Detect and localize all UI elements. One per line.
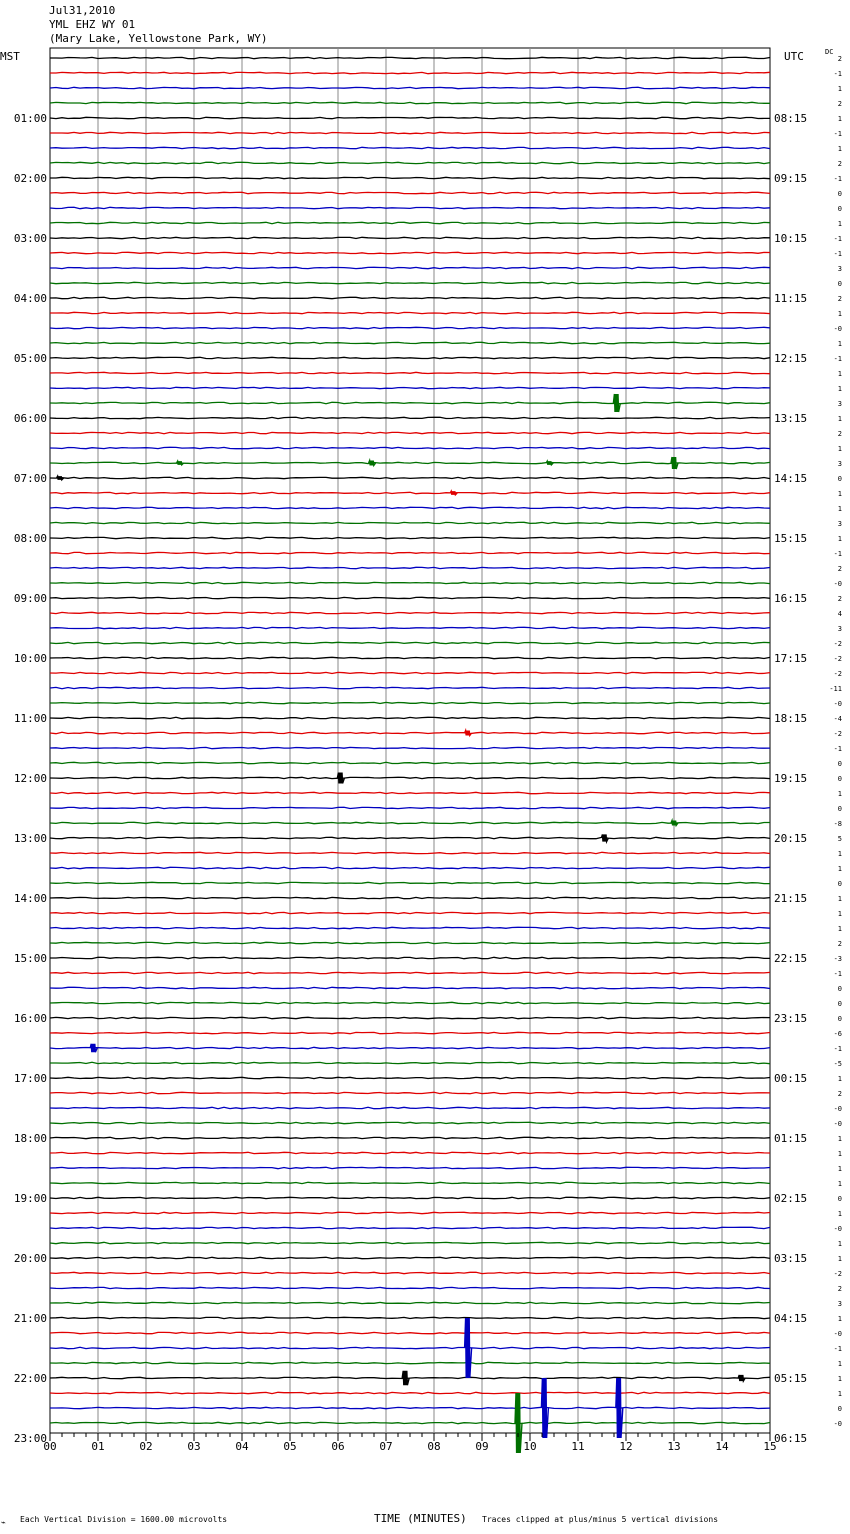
dc-offset-label: 1 (837, 865, 842, 873)
dc-offset-label: 0 (837, 1000, 842, 1008)
right-hour-label: 04:15 (774, 1312, 808, 1325)
right-hour-label: 12:15 (774, 352, 808, 365)
dc-offset-label: 0 (837, 880, 842, 888)
right-hour-label: 00:15 (774, 1072, 808, 1085)
trace-row-58 (50, 927, 770, 928)
trace-row-72 (50, 1137, 770, 1138)
trace-row-39 (50, 642, 770, 643)
dc-offset-label: 1 (837, 85, 842, 93)
trace-row-76 (50, 1197, 770, 1198)
right-hour-label: 14:15 (774, 472, 808, 485)
trace-row-61 (50, 972, 770, 973)
trace-row-50 (50, 807, 770, 808)
left-hour-label: 12:00 (13, 772, 47, 785)
trace-row-83 (50, 1302, 770, 1303)
trace-row-89 (50, 1392, 770, 1393)
right-hour-label: 11:15 (774, 292, 808, 305)
dc-offset-label: 0 (837, 1195, 842, 1203)
left-timezone-label: MST (0, 50, 20, 63)
trace-row-40 (50, 657, 770, 658)
trace-row-24 (50, 417, 770, 418)
dc-offset-label: 0 (837, 760, 842, 768)
dc-offset-label: 1 (837, 1210, 842, 1218)
dc-offset-label: -0 (833, 700, 842, 708)
trace-row-70 (50, 1107, 770, 1108)
trace-row-36 (50, 597, 770, 598)
trace-row-27 (50, 462, 770, 463)
dc-offset-label: -2 (833, 730, 842, 738)
dc-offset-label: 1 (837, 415, 842, 423)
right-timezone-label: UTC (784, 50, 804, 63)
dc-offset-label: 0 (837, 280, 842, 288)
trace-row-51 (50, 822, 770, 823)
x-axis-title: TIME (MINUTES) (374, 1512, 467, 1525)
right-hour-label: 19:15 (774, 772, 808, 785)
dc-offset-label: 1 (837, 370, 842, 378)
trace-row-14 (50, 267, 770, 268)
trace-row-19 (50, 342, 770, 343)
dc-offset-label: 3 (837, 265, 842, 273)
left-hour-label: 08:00 (13, 532, 47, 545)
trace-row-63 (50, 1002, 770, 1003)
trace-row-31 (50, 522, 770, 523)
trace-row-3 (50, 102, 770, 103)
trace-row-20 (50, 357, 770, 358)
dc-offset-label: 2 (837, 100, 842, 108)
left-hour-label: 16:00 (13, 1012, 47, 1025)
trace-row-75 (50, 1182, 770, 1183)
trace-row-59 (50, 942, 770, 943)
right-hour-label: 08:15 (774, 112, 808, 125)
right-hour-label: 02:15 (774, 1192, 808, 1205)
dc-offset-label: 1 (837, 1360, 842, 1368)
left-hour-label: 15:00 (13, 952, 47, 965)
dc-offset-label: 0 (837, 1405, 842, 1413)
trace-row-23 (50, 402, 770, 403)
station-location: (Mary Lake, Yellowstone Park, WY) (49, 32, 268, 45)
dc-offset-label: 1 (837, 145, 842, 153)
left-hour-label: 10:00 (13, 652, 47, 665)
dc-offset-label: -4 (833, 715, 842, 723)
trace-row-85 (50, 1332, 770, 1333)
left-hour-label: 01:00 (13, 112, 47, 125)
dc-offset-label: 1 (837, 1255, 842, 1263)
trace-row-74 (50, 1167, 770, 1168)
trace-row-88 (50, 1377, 770, 1378)
dc-offset-label: -1 (833, 1045, 842, 1053)
trace-row-9 (50, 192, 770, 193)
dc-offset-label: 0 (837, 805, 842, 813)
left-hour-label: 21:00 (13, 1312, 47, 1325)
dc-offset-label: 2 (837, 430, 842, 438)
x-tick-label: 00 (43, 1440, 57, 1453)
dc-offset-label: 2 (837, 295, 842, 303)
dc-offset-label: 1 (837, 790, 842, 798)
dc-offset-label: 0 (837, 475, 842, 483)
left-hour-label: 09:00 (13, 592, 47, 605)
dc-offset-label: 3 (837, 400, 842, 408)
right-hour-label: 20:15 (774, 832, 808, 845)
dc-offset-label: -1 (833, 1345, 842, 1353)
right-hour-label: 10:15 (774, 232, 808, 245)
dc-offset-label: 1 (837, 1165, 842, 1173)
left-hour-label: 20:00 (13, 1252, 47, 1265)
dc-offset-label: 2 (837, 565, 842, 573)
dc-offset-label: 1 (837, 1315, 842, 1323)
trace-row-81 (50, 1272, 770, 1273)
clip-note: Traces clipped at plus/minus 5 vertical divisions (482, 1515, 719, 1524)
left-hour-label: 02:00 (13, 172, 47, 185)
trace-row-7 (50, 162, 770, 163)
dc-offset-label: -2 (833, 1270, 842, 1278)
trace-row-71 (50, 1122, 770, 1123)
dc-offset-label: -0 (833, 1330, 842, 1338)
dc-offset-label: 4 (837, 610, 842, 618)
left-hour-label: 22:00 (13, 1372, 47, 1385)
right-hour-label: 18:15 (774, 712, 808, 725)
trace-row-65 (50, 1032, 770, 1033)
dc-offset-label: 1 (837, 1135, 842, 1143)
trace-row-26 (50, 447, 770, 448)
left-hour-label: 17:00 (13, 1072, 47, 1085)
dc-offset-label: 1 (837, 895, 842, 903)
trace-row-18 (50, 327, 770, 328)
dc-offset-label: 3 (837, 520, 842, 528)
dc-offset-label: 1 (837, 535, 842, 543)
x-tick-label: 05 (283, 1440, 297, 1453)
trace-row-8 (50, 177, 770, 178)
trace-row-49 (50, 792, 770, 793)
dc-offset-label: -6 (833, 1030, 842, 1038)
trace-row-62 (50, 987, 770, 988)
trace-row-0 (50, 57, 770, 58)
trace-row-86 (50, 1347, 770, 1348)
left-hour-label: 05:00 (13, 352, 47, 365)
trace-row-91 (50, 1422, 770, 1423)
dc-offset-label: 1 (837, 910, 842, 918)
dc-offset-label: -1 (833, 70, 842, 78)
right-hour-label: 16:15 (774, 592, 808, 605)
trace-row-4 (50, 117, 770, 118)
trace-row-21 (50, 372, 770, 373)
x-tick-label: 10 (523, 1440, 537, 1453)
trace-row-42 (50, 687, 770, 688)
dc-offset-label: 0 (837, 775, 842, 783)
trace-row-46 (50, 747, 770, 748)
trace-row-66 (50, 1047, 770, 1048)
trace-row-32 (50, 537, 770, 538)
trace-row-11 (50, 222, 770, 223)
right-hour-label: 17:15 (774, 652, 808, 665)
x-tick-label: 11 (571, 1440, 585, 1453)
x-tick-label: 06 (331, 1440, 345, 1453)
right-hour-label: 03:15 (774, 1252, 808, 1265)
trace-row-1 (50, 72, 770, 73)
left-hour-label: 19:00 (13, 1192, 47, 1205)
dc-offset-label: 2 (837, 595, 842, 603)
trace-row-53 (50, 852, 770, 853)
dc-offset-label: -1 (833, 745, 842, 753)
dc-offset-label: -1 (833, 130, 842, 138)
plot-frame (50, 48, 770, 1433)
dc-offset-label: 3 (837, 625, 842, 633)
dc-offset-label: 2 (837, 940, 842, 948)
dc-offset-label: -1 (833, 970, 842, 978)
trace-row-77 (50, 1212, 770, 1213)
dc-offset-label: 2 (837, 1285, 842, 1293)
right-hour-label: 15:15 (774, 532, 808, 545)
x-tick-label: 15 (763, 1440, 777, 1453)
trace-row-82 (50, 1287, 770, 1288)
dc-offset-label: -8 (833, 820, 842, 828)
x-tick-label: 01 (91, 1440, 105, 1453)
dc-offset-label: 3 (837, 460, 842, 468)
scale-note: Each Vertical Division = 1600.00 microvolts (20, 1515, 228, 1524)
x-tick-label: 13 (667, 1440, 681, 1453)
dc-offset-label: 1 (837, 1150, 842, 1158)
x-tick-label: 02 (139, 1440, 153, 1453)
trace-row-56 (50, 897, 770, 898)
dc-offset-label: -0 (833, 1225, 842, 1233)
trace-row-55 (50, 882, 770, 883)
dc-offset-label: 1 (837, 115, 842, 123)
dc-offset-label: 1 (837, 1390, 842, 1398)
dc-offset-label: -2 (833, 670, 842, 678)
trace-row-17 (50, 312, 770, 313)
dc-offset-label: 1 (837, 385, 842, 393)
dc-offset-label: 0 (837, 190, 842, 198)
dc-offset-label: 1 (837, 925, 842, 933)
x-tick-label: 03 (187, 1440, 201, 1453)
right-hour-label: 01:15 (774, 1132, 808, 1145)
trace-row-68 (50, 1077, 770, 1078)
trace-row-78 (50, 1227, 770, 1228)
trace-row-87 (50, 1362, 770, 1363)
trace-row-34 (50, 567, 770, 568)
trace-row-60 (50, 957, 770, 958)
right-hour-label: 13:15 (774, 412, 808, 425)
left-hour-label: 03:00 (13, 232, 47, 245)
dc-offset-label: -1 (833, 355, 842, 363)
trace-row-25 (50, 432, 770, 433)
plot-date: Jul31,2010 (49, 4, 116, 17)
x-tick-label: 04 (235, 1440, 249, 1453)
right-hour-label: 09:15 (774, 172, 808, 185)
trace-row-30 (50, 507, 770, 508)
trace-row-52 (50, 837, 770, 838)
dc-offset-label: 1 (837, 340, 842, 348)
right-hour-label: 23:15 (774, 1012, 808, 1025)
trace-row-73 (50, 1152, 770, 1153)
left-hour-label: 04:00 (13, 292, 47, 305)
trace-row-90 (50, 1407, 770, 1408)
left-hour-label: 14:00 (13, 892, 47, 905)
dc-offset-label: 2 (837, 1090, 842, 1098)
trace-row-12 (50, 237, 770, 238)
dc-offset-label: -2 (833, 655, 842, 663)
dc-offset-label: 1 (837, 1375, 842, 1383)
dc-offset-label: -3 (833, 955, 842, 963)
trace-row-64 (50, 1017, 770, 1018)
left-hour-label: 11:00 (13, 712, 47, 725)
left-hour-label: 18:00 (13, 1132, 47, 1145)
trace-row-41 (50, 672, 770, 673)
x-tick-label: 09 (475, 1440, 489, 1453)
right-hour-label: 06:15 (774, 1432, 808, 1445)
trace-row-47 (50, 762, 770, 763)
station-code: YML EHZ WY 01 (49, 18, 136, 31)
trace-row-35 (50, 582, 770, 583)
trace-row-10 (50, 207, 770, 208)
dc-offset-label: 0 (837, 1015, 842, 1023)
x-tick-label: 07 (379, 1440, 393, 1453)
footer-mark: ⌁ (1, 1518, 6, 1527)
dc-offset-label: -1 (833, 250, 842, 258)
dc-offset-label: 1 (837, 490, 842, 498)
trace-row-84 (50, 1317, 770, 1318)
dc-header: DC (825, 48, 834, 56)
right-hour-label: 05:15 (774, 1372, 808, 1385)
dc-offset-label: 0 (837, 205, 842, 213)
left-hour-label: 06:00 (13, 412, 47, 425)
dc-offset-label: 1 (837, 850, 842, 858)
trace-row-54 (50, 867, 770, 868)
dc-offset-label: -0 (833, 1105, 842, 1113)
dc-offset-label: -0 (833, 1420, 842, 1428)
trace-row-37 (50, 612, 770, 613)
trace-row-16 (50, 297, 770, 298)
left-hour-label: 13:00 (13, 832, 47, 845)
dc-offset-label: 2 (837, 160, 842, 168)
dc-offset-label: 1 (837, 220, 842, 228)
dc-offset-label: 3 (837, 1300, 842, 1308)
dc-offset-label: 2 (837, 55, 842, 63)
dc-offset-label: 1 (837, 1075, 842, 1083)
dc-offset-label: -0 (833, 580, 842, 588)
x-tick-label: 14 (715, 1440, 729, 1453)
trace-row-44 (50, 717, 770, 718)
dc-offset-label: 1 (837, 445, 842, 453)
dc-offset-label: -1 (833, 550, 842, 558)
trace-row-22 (50, 387, 770, 388)
left-hour-label: 07:00 (13, 472, 47, 485)
dc-offset-label: -2 (833, 640, 842, 648)
dc-offset-label: 1 (837, 505, 842, 513)
dc-offset-label: -1 (833, 235, 842, 243)
trace-row-57 (50, 912, 770, 913)
dc-offset-label: 0 (837, 985, 842, 993)
trace-row-28 (50, 477, 770, 478)
left-hour-label: 23:00 (13, 1432, 47, 1445)
trace-row-67 (50, 1062, 770, 1063)
seismic-event (613, 394, 620, 412)
trace-row-5 (50, 132, 770, 133)
dc-offset-label: -0 (833, 1120, 842, 1128)
trace-row-33 (50, 552, 770, 553)
trace-row-43 (50, 702, 770, 703)
dc-offset-label: -1 (833, 175, 842, 183)
trace-row-13 (50, 252, 770, 253)
trace-row-69 (50, 1092, 770, 1093)
x-tick-label: 12 (619, 1440, 633, 1453)
dc-offset-label: -11 (829, 685, 842, 693)
dc-offset-label: -5 (833, 1060, 842, 1068)
trace-row-79 (50, 1242, 770, 1243)
x-tick-label: 08 (427, 1440, 441, 1453)
trace-row-2 (50, 87, 770, 88)
trace-row-38 (50, 627, 770, 628)
dc-offset-label: 1 (837, 310, 842, 318)
dc-offset-label: -0 (833, 325, 842, 333)
dc-offset-label: 1 (837, 1180, 842, 1188)
trace-row-45 (50, 732, 770, 733)
trace-row-48 (50, 777, 770, 778)
dc-offset-label: 1 (837, 1240, 842, 1248)
right-hour-label: 21:15 (774, 892, 808, 905)
trace-row-29 (50, 492, 770, 493)
trace-row-6 (50, 147, 770, 148)
dc-offset-label: 5 (837, 835, 842, 843)
trace-row-80 (50, 1257, 770, 1258)
trace-row-15 (50, 282, 770, 283)
right-hour-label: 22:15 (774, 952, 808, 965)
